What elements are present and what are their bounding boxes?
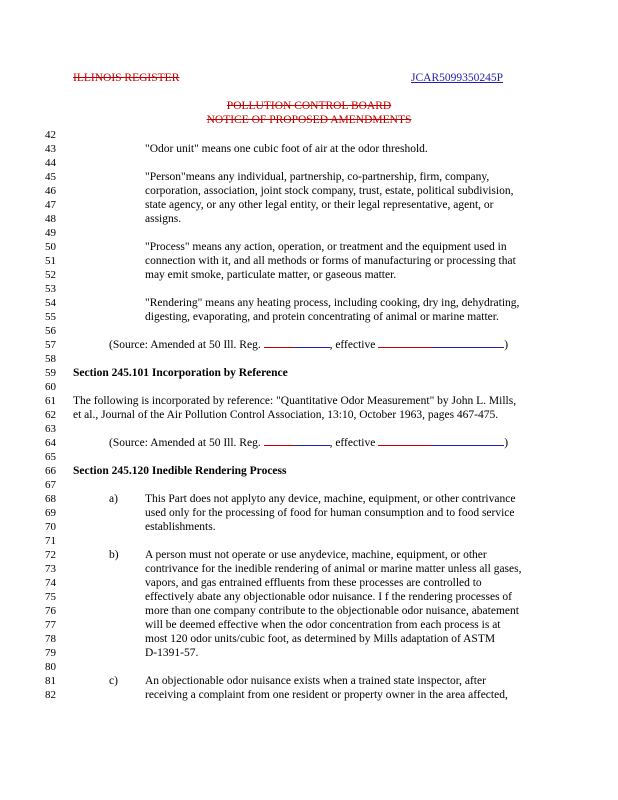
effective-date-blank-red <box>378 444 432 446</box>
line-number: 44 <box>45 157 56 169</box>
line-number: 52 <box>45 269 56 281</box>
person-definition-line: assigns. <box>145 213 182 225</box>
line-number: 70 <box>45 521 56 533</box>
item-a-line: used only for the processing of food for human consumption and to food service <box>145 507 515 519</box>
item-b-line: A person must not operate or use anydevice, machine, equipment, or other <box>145 549 487 561</box>
line-number: 73 <box>45 563 56 575</box>
source-close: ) <box>504 339 509 351</box>
source-close: ) <box>504 437 509 449</box>
line-number: 49 <box>45 227 56 239</box>
section-120-heading: Section 245.120 Inedible Rendering Process <box>73 465 287 477</box>
item-b-line: effectively abate any objectionable odor nuisance. I f the rendering processes of <box>145 591 512 603</box>
line-number: 48 <box>45 213 56 225</box>
line-number: 78 <box>45 633 56 645</box>
item-b-label: b) <box>109 549 119 561</box>
item-b-line: vapors, and gas entrained effluents from these processes are controlled to <box>145 577 482 589</box>
line-number: 64 <box>45 437 56 449</box>
line-number: 72 <box>45 549 56 561</box>
item-a-label: a) <box>109 493 118 505</box>
line-number: 45 <box>45 171 56 183</box>
reg-volume-blank-blue <box>294 346 330 348</box>
process-definition-line: may emit smoke, particulate matter, or gaseous matter. <box>145 269 397 281</box>
source-note <box>109 338 508 352</box>
line-number: 80 <box>45 661 56 673</box>
line-number: 69 <box>45 507 56 519</box>
rendering-definition-line: digesting, evaporating, and protein concentrating of animal or marine matter. <box>145 311 499 323</box>
effective-date-blank-blue <box>432 346 504 348</box>
line-number: 75 <box>45 591 56 603</box>
line-number: 74 <box>45 577 56 589</box>
line-number: 82 <box>45 689 56 701</box>
item-a-line: This Part does not applyto any device, machine, equipment, or other contrivance <box>145 493 516 505</box>
line-number: 76 <box>45 605 56 617</box>
line-number: 67 <box>45 479 56 491</box>
process-definition-line: connection with it, and all methods or forms of manufacturing or processing that <box>145 255 516 267</box>
source-prefix: (Source: Amended at 50 Ill. Reg. <box>109 339 264 351</box>
line-number: 68 <box>45 493 56 505</box>
line-number: 58 <box>45 353 56 365</box>
source-note <box>109 436 508 450</box>
line-number: 54 <box>45 297 56 309</box>
item-b-line: most 120 odor units/cubic foot, as determined by Mills adaptation of ASTM <box>145 633 496 645</box>
odor-unit-definition: "Odor unit" means one cubic foot of air at the odor threshold. <box>145 143 428 155</box>
line-number: 79 <box>45 647 56 659</box>
line-number: 51 <box>45 255 56 267</box>
line-number: 57 <box>45 339 56 351</box>
line-number: 66 <box>45 465 56 477</box>
section-101-text-line: The following is incorporated by reference: "Quantitative Odor Measurement" by John L. Mills, <box>73 395 517 407</box>
source-prefix: (Source: Amended at 50 Ill. Reg. <box>109 437 264 449</box>
line-number: 55 <box>45 311 56 323</box>
item-c-label: c) <box>109 675 118 687</box>
item-b-line: D-1391-57. <box>145 647 199 659</box>
line-number: 46 <box>45 185 56 197</box>
line-number: 59 <box>45 367 56 379</box>
line-number: 56 <box>45 325 56 337</box>
line-number: 60 <box>45 381 56 393</box>
item-a-line: establishments. <box>145 521 216 533</box>
line-number: 53 <box>45 283 56 295</box>
source-effective: , effective <box>329 339 379 351</box>
source-effective: , effective <box>329 437 379 449</box>
reg-volume-blank-blue <box>294 444 330 446</box>
line-number: 61 <box>45 395 56 407</box>
line-number: 47 <box>45 199 56 211</box>
rendering-definition-line: "Rendering" means any heating process, including cooking, dry ing, dehydrating, <box>145 297 520 309</box>
line-number: 63 <box>45 423 56 435</box>
reg-volume-blank-red <box>264 444 294 446</box>
line-number: 65 <box>45 451 56 463</box>
effective-date-blank-red <box>378 346 432 348</box>
item-b-line: will be deemed effective when the odor concentration from each process is at <box>145 619 501 631</box>
item-c-line: receiving a complaint from one resident or property owner in the area affected, <box>145 689 508 701</box>
item-b-line: more than one company contribute to the objectionable odor nuisance, abatement <box>145 605 519 617</box>
section-101-text-line: et al., Journal of the Air Pollution Control Association, 13:10, October 1963, pages 467-475. <box>73 409 499 421</box>
item-b-line: contrivance for the inedible rendering of animal or marine matter unless all gases, <box>145 563 522 575</box>
line-number: 71 <box>45 535 56 547</box>
line-number: 62 <box>45 409 56 421</box>
line-number: 43 <box>45 143 56 155</box>
register-header: ILLINOIS REGISTER <box>73 72 180 84</box>
line-number: 81 <box>45 675 56 687</box>
jcar-number-link[interactable]: JCAR5099350245P <box>411 72 504 84</box>
person-definition-line: "Person"means any individual, partnership, co-partnership, firm, company, <box>145 171 490 183</box>
line-number: 77 <box>45 619 56 631</box>
line-number: 42 <box>45 129 56 141</box>
section-101-heading: Section 245.101 Incorporation by Reference <box>73 367 288 379</box>
item-c-line: An objectionable odor nuisance exists when a trained state inspector, after <box>145 675 486 687</box>
effective-date-blank-blue <box>432 444 504 446</box>
agency-title: POLLUTION CONTROL BOARD <box>226 100 392 112</box>
person-definition-line: state agency, or any other legal entity, or their legal representative, agent, or <box>145 199 494 211</box>
process-definition-line: "Process" means any action, operation, or treatment and the equipment used in <box>145 241 507 253</box>
reg-volume-blank-red <box>264 346 294 348</box>
person-definition-line: corporation, association, joint stock company, trust, estate, political subdivision, <box>145 185 514 197</box>
line-number: 50 <box>45 241 56 253</box>
notice-title: NOTICE OF PROPOSED AMENDMENTS <box>206 114 412 126</box>
